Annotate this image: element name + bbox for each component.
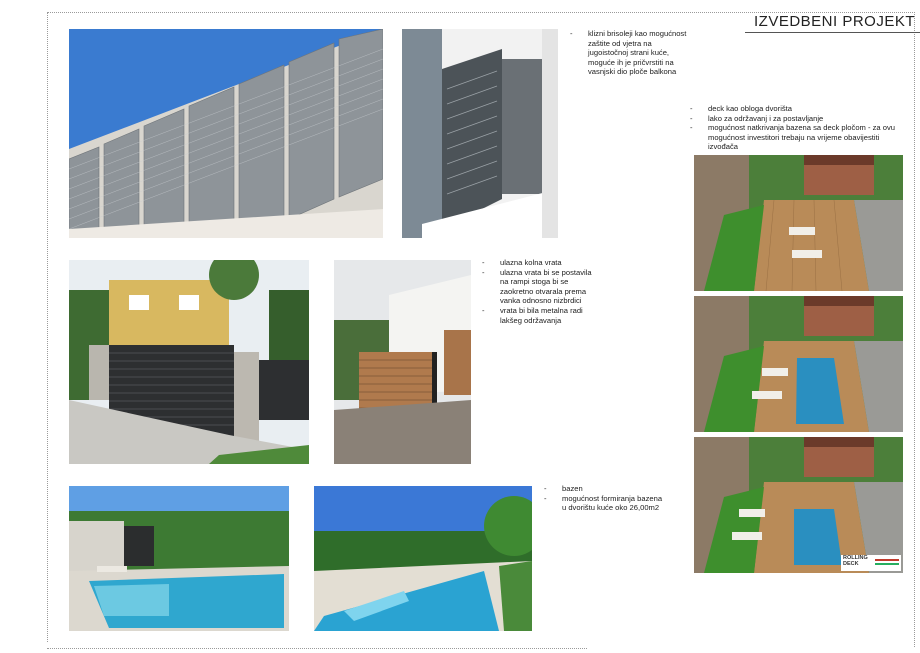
facade-sliding-shutters-photo [69, 29, 383, 238]
note-item: - ulazna vrata bi se postavila na rampi stoga bi se zaokretno otvarala prema vanka odnosno nizbrdici [482, 268, 597, 306]
note-item: - klizni brisoleji kao mogućnost zaštite od vjetra na jugoistočnoj strani kuće, moguće ih je pričvrstiti na vasnjski dio ploče balkona [570, 29, 690, 77]
rolling-deck-closed-photo [694, 155, 903, 291]
pool-notes [544, 484, 664, 513]
frame-right-border [914, 12, 915, 647]
wooden-gate-photo [334, 260, 471, 464]
rolling-deck-open-photo [694, 296, 903, 432]
rolling-deck-logo [841, 555, 901, 571]
note-item: - mogućnost formiranja bazena u dvorištu kuće oko 26,00m2 [544, 494, 664, 513]
frame-left-border [47, 12, 48, 642]
balcony-shutters-closeup-photo [402, 29, 558, 238]
metal-sliding-gate-photo [69, 260, 309, 464]
frame-bottom-border [47, 648, 587, 649]
note-item: - vrata bi bila metalna radi lakšeg održavanja [482, 306, 597, 325]
rolling-deck-half-photo [694, 437, 903, 573]
pool-with-spa-photo [69, 486, 289, 631]
gate-notes [482, 258, 597, 325]
shutters-notes [570, 29, 690, 77]
logo-line-1: ROLLING [843, 555, 868, 561]
note-item: - bazen [544, 484, 664, 494]
page-title: IZVEDBENI PROJEKT [745, 12, 920, 33]
garden-pool-photo [314, 486, 532, 631]
logo-line-2: DECK [843, 561, 859, 567]
note-item: - ulazna kolna vrata [482, 258, 597, 268]
note-item: - mogućnost natkrivanja bazena sa deck pločom - za ovu mogućnost investitori trebaju na vrijeme obavijestiti izvođača [690, 123, 910, 152]
note-item: - deck kao obloga dvorišta [690, 104, 910, 114]
logo-stripe-red [875, 559, 899, 561]
deck-notes [690, 104, 910, 152]
note-item: - lako za održavanj i za postavljanje [690, 114, 910, 124]
logo-stripe-green [875, 563, 899, 565]
